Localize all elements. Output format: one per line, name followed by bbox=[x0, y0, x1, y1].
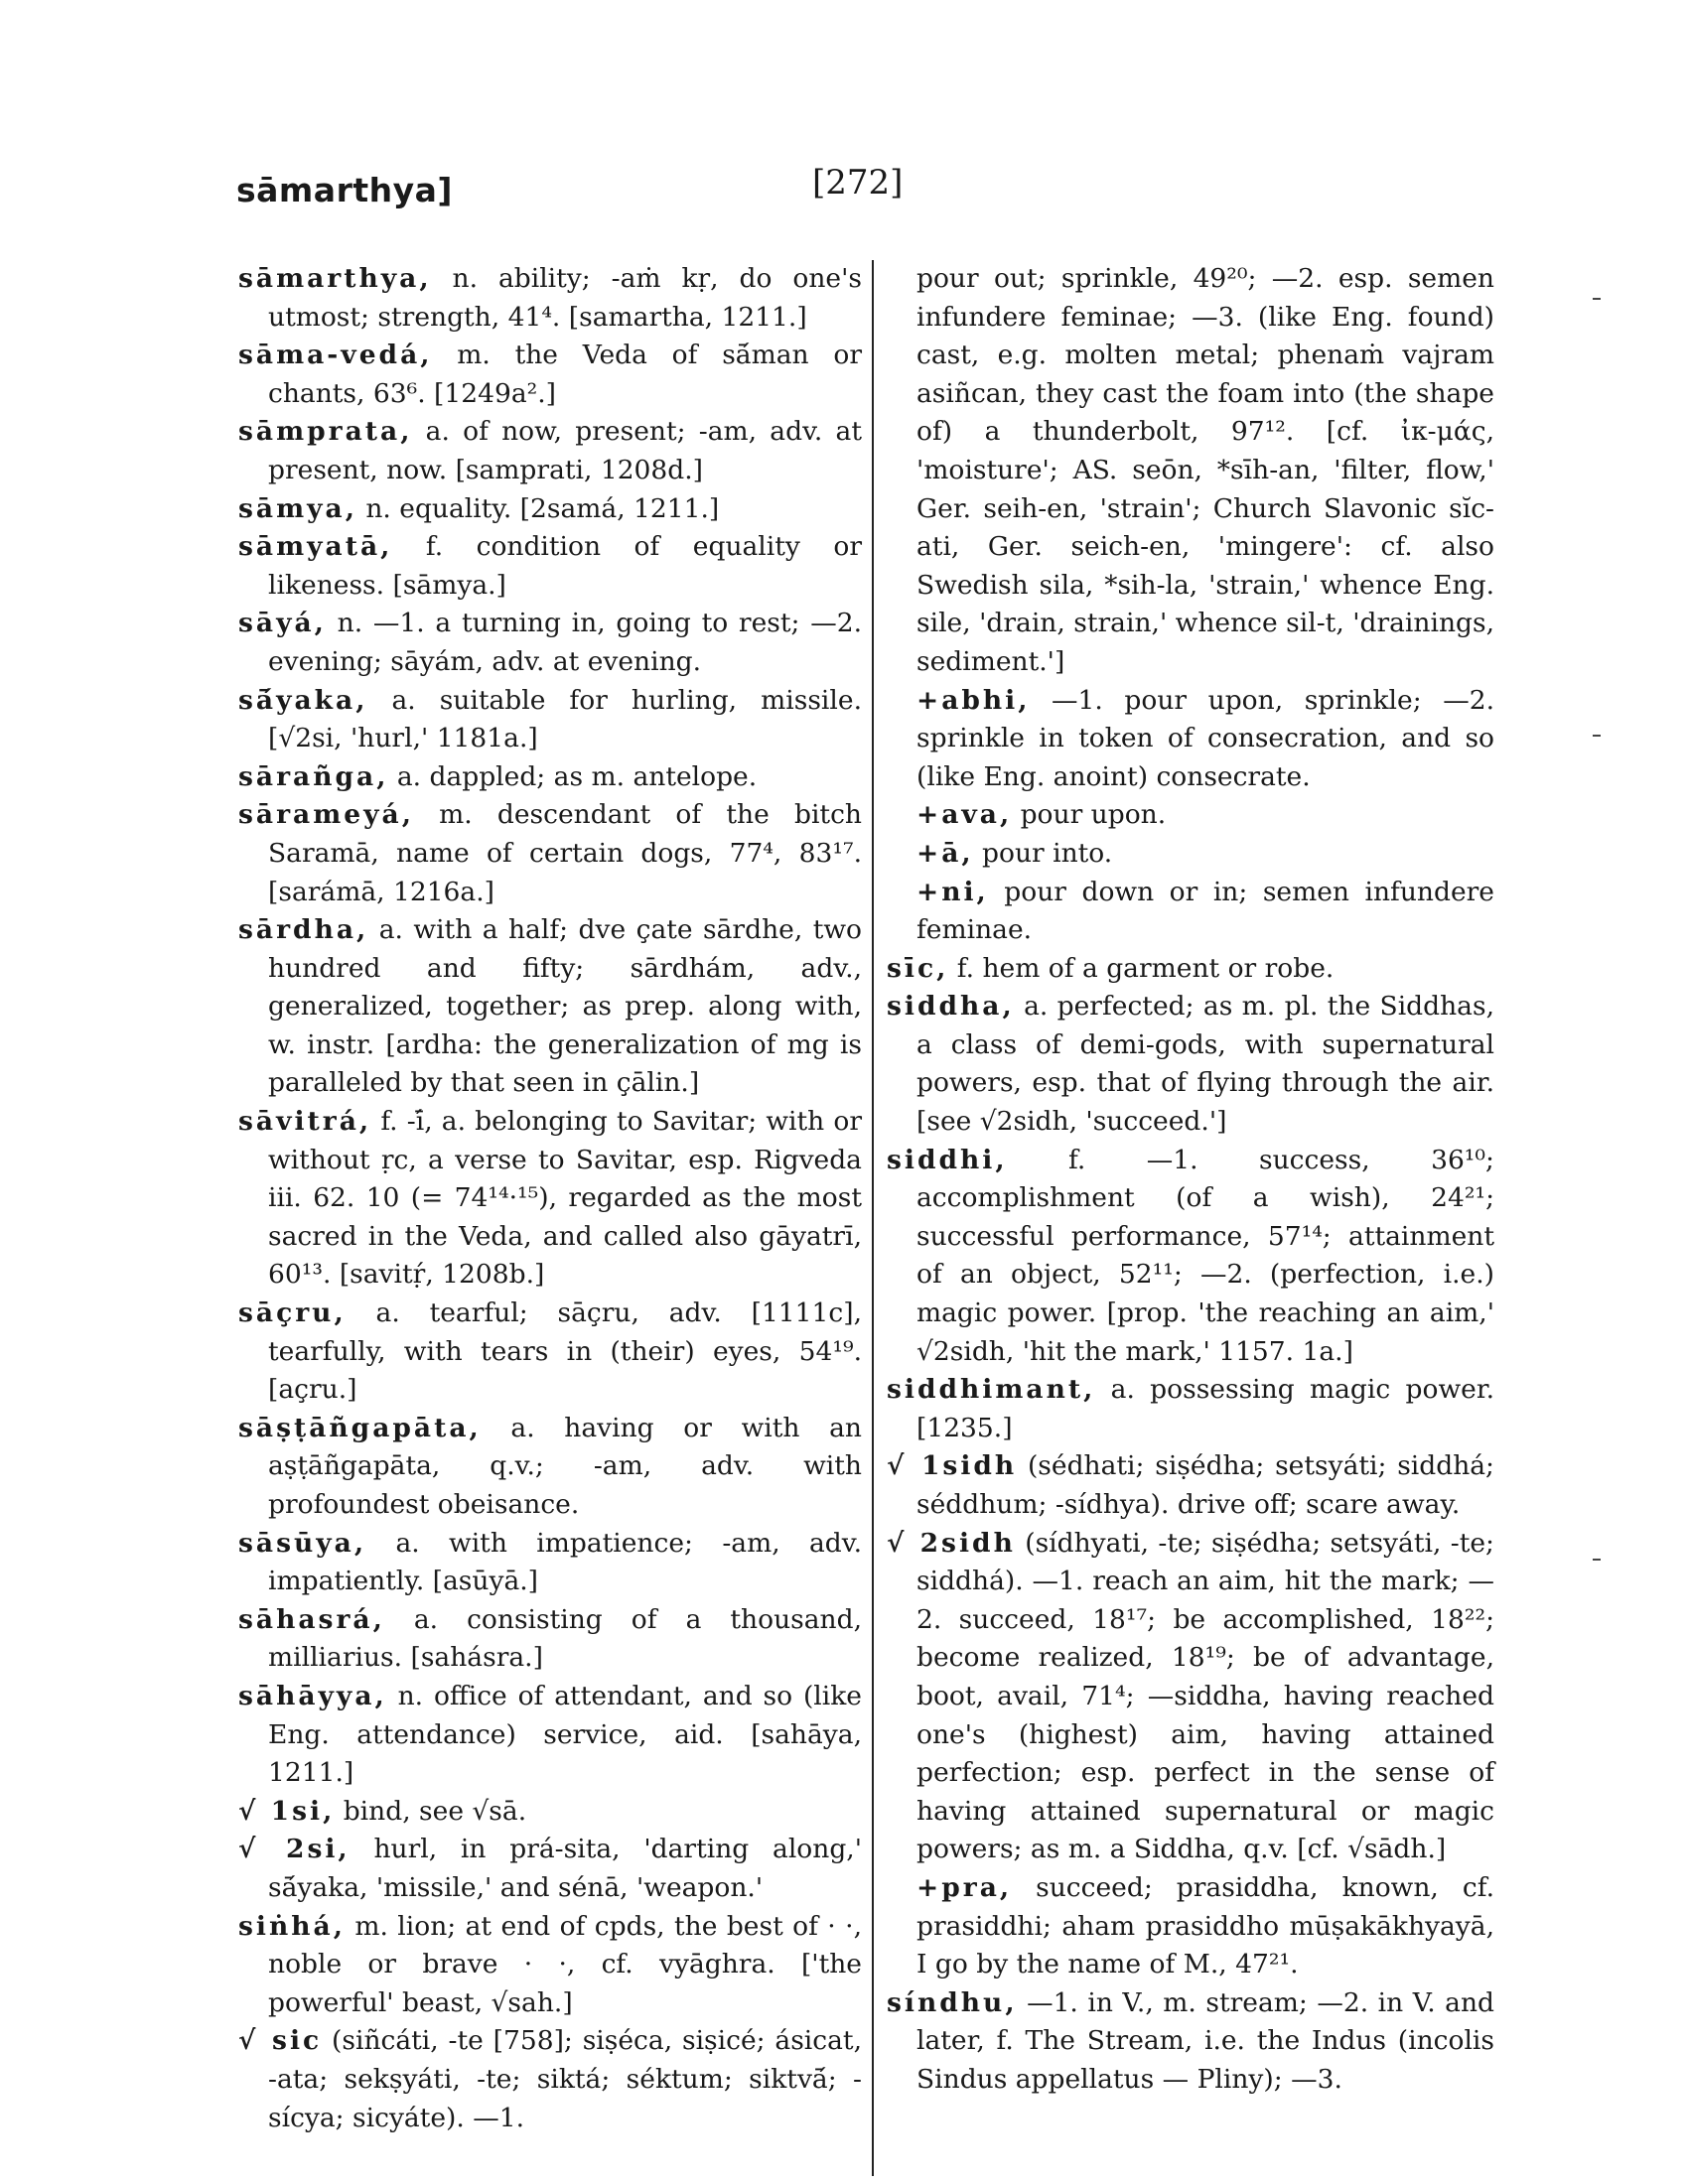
definition: a. possessing magic power. [1235.] bbox=[916, 1374, 1494, 1443]
margin-mark bbox=[1593, 1559, 1601, 1561]
definition: f. hem of a garment or robe. bbox=[948, 952, 1335, 984]
left-column bbox=[238, 260, 862, 2137]
column-divider bbox=[872, 260, 874, 2176]
definition: a. dappled; as m. antelope. bbox=[388, 760, 758, 792]
definition: f. condition of equality or likeness. [sāmya.] bbox=[268, 531, 862, 601]
definition: a. perfected; as m. pl. the Siddhas, a class of demi-gods, with supernatural powers, esp. that of flying through the air. [see √2sidh, 'succeed.'] bbox=[916, 991, 1494, 1138]
right-column bbox=[887, 260, 1494, 2100]
definition: a. with impatience; -am, adv. impatiently. [asūyā.] bbox=[268, 1527, 862, 1597]
definition: m. descendant of the bitch Saramā, name of certain dogs, 77⁴, 83¹⁷. [sarámā, 1216a.] bbox=[268, 799, 862, 907]
dictionary-entry-sidh2 bbox=[887, 1525, 1494, 1869]
headword: sāhāyya, bbox=[238, 1680, 387, 1711]
headword: sāmyatā, bbox=[238, 531, 393, 563]
headword: sāmya, bbox=[238, 492, 357, 524]
headword: +ni, bbox=[916, 876, 989, 907]
headword: √ 1sidh bbox=[887, 1450, 1018, 1482]
definition: (sédhati; siṣédha; setsyáti; siddhá; séddhum; -sídhya). drive off; scare away. bbox=[916, 1450, 1494, 1520]
definition: m. the Veda of sā́man or chants, 63⁶. [1249a².] bbox=[268, 340, 862, 409]
definition: f. -ī́, a. belonging to Savitar; with or without ṛc, a verse to Savitar, esp. Rigveda iii. 62. 10 (= 74¹⁴·¹⁵), regarded as the most sacred in the Veda, and called also gāyatrī, 60¹³. [savitṛ́, 1208b.] bbox=[268, 1106, 862, 1291]
dictionary-entry-pra bbox=[887, 1869, 1494, 1984]
headword: sāçru, bbox=[238, 1297, 347, 1329]
headword: √ 2sidh bbox=[887, 1527, 1016, 1559]
definition: (siñcáti, -te [758]; siṣéca, siṣicé; ásicat, -ata; sekṣyáti, -te; siktá; séktum; siktvā́; -sícya; sicyáte). —1. bbox=[268, 2025, 862, 2133]
definition: pour into. bbox=[973, 837, 1113, 869]
definition: —1. pour upon, sprinkle; —2. sprinkle in token of consecration, and so (like Eng. anoint) consecrate. bbox=[916, 684, 1494, 792]
dictionary-entry-savitra bbox=[238, 1103, 862, 1295]
definition: f. —1. success, 36¹⁰; accomplishment (of a wish), 24²¹; successful performance, 57¹⁴; attainment of an object, 52¹¹; —2. (perfection, i.e.) magic power. [prop. 'the reaching an aim,' √2sidh, 'hit the mark,' 1157. 1a.] bbox=[916, 1144, 1494, 1367]
dictionary-entry-ni bbox=[887, 874, 1494, 950]
definition: pour out; sprinkle, 49²⁰; —2. esp. semen infundere feminae; —3. (like Eng. found) cast, e.g. molten metal; phenaṁ vajram asiñcan, they cast the foam into (the shape of) a thunderbolt, 97¹². [cf. ἰκ-μάς, 'moisture'; AS. seōn, *sīh-an, 'filter, flow,' Ger. seih-en, 'strain'; Church Slavonic sĭc-ati, Ger. seich-en, 'mingere': cf. also Swedish sila, *sih-la, 'strain,' whence Eng. sile, 'drain, strain,' whence sil-t, 'drainings, sediment.'] bbox=[916, 263, 1494, 677]
dictionary-entry-siddha bbox=[887, 988, 1494, 1141]
margin-mark bbox=[1593, 298, 1601, 300]
headword: sāvitrá, bbox=[238, 1106, 372, 1138]
margin-mark bbox=[1593, 735, 1601, 737]
headword: +abhi, bbox=[916, 684, 1031, 716]
dictionary-entry-si2 bbox=[238, 1831, 862, 1907]
dictionary-entry-samaveda bbox=[238, 337, 862, 413]
dictionary-entry-si1 bbox=[238, 1793, 862, 1832]
dictionary-entry-samprata bbox=[238, 413, 862, 489]
definition: a. with a half; dve çate sārdhe, two hundred and fifty; sārdhám, adv., generalized, together; as prep. along with, w. instr. [ardha: the generalization of mg is paralleled by that seen in çālin.] bbox=[268, 914, 862, 1099]
headword: √ 2si, bbox=[238, 1834, 351, 1865]
dictionary-entry-sahayya bbox=[238, 1678, 862, 1793]
dictionary-entry-sinha bbox=[238, 1908, 862, 2023]
running-head: sāmarthya] bbox=[236, 171, 453, 209]
headword: siddhimant, bbox=[887, 1374, 1096, 1406]
dictionary-entry-sardha bbox=[238, 911, 862, 1103]
definition: n. office of attendant, and so (like Eng. attendance) service, aid. [sahāya, 1211.] bbox=[268, 1680, 862, 1789]
headword: √ 1si, bbox=[238, 1795, 336, 1827]
dictionary-entry-ava bbox=[887, 796, 1494, 835]
definition: (sídhyati, -te; siṣédha; setsyáti, -te; siddhá). —1. reach an aim, hit the mark; —2. succeed, 18¹⁷; be accomplished, 18²²; become realized, 18¹⁹; be of advantage, boot, avail, 71⁴; —siddha, having reached one's (highest) aim, having attained perfection; esp. perfect in the sense of having attained supernatural or magic powers; as m. a Siddha, q.v. [cf. √sādh.] bbox=[916, 1527, 1494, 1865]
definition: a. of now, present; -am, adv. at present, now. [samprati, 1208d.] bbox=[268, 416, 862, 485]
dictionary-entry-sic_cont bbox=[887, 260, 1494, 682]
definition: hurl, in prá-sita, 'darting along,' sā́yaka, 'missile,' and sénā, 'weapon.' bbox=[268, 1834, 862, 1903]
headword: sāsūya, bbox=[238, 1527, 367, 1559]
dictionary-entry-sic bbox=[238, 2022, 862, 2137]
headword: siddhi, bbox=[887, 1144, 1008, 1175]
definition: pour down or in; semen infundere feminae. bbox=[916, 876, 1494, 946]
definition: —1. in V., m. stream; —2. in V. and later, f. The Stream, i.e. the Indus (incolis Sindus appellatus — Pliny); —3. bbox=[916, 1986, 1494, 2095]
headword: sāmprata, bbox=[238, 416, 413, 448]
headword: sā́yaka, bbox=[238, 684, 368, 716]
dictionary-entry-samya bbox=[238, 490, 862, 529]
dictionary-entry-sasuya bbox=[238, 1525, 862, 1601]
definition: a. having or with an aṣṭāñgapāta, q.v.; -am, adv. with profoundest obeisance. bbox=[268, 1412, 862, 1520]
definition: succeed; prasiddha, known, cf. prasiddhi; aham prasiddho mūṣakākhyayā, I go by the name of M., 47²¹. bbox=[916, 1871, 1494, 1980]
dictionary-entry-siddhi bbox=[887, 1142, 1494, 1372]
dictionary-entry-siddhimant bbox=[887, 1371, 1494, 1447]
definition: n. ability; -aṁ kṛ, do one's utmost; strength, 41⁴. [samartha, 1211.] bbox=[268, 263, 862, 333]
definition: n. equality. [2samá, 1211.] bbox=[356, 492, 720, 524]
headword: sāyá, bbox=[238, 608, 327, 639]
dictionary-entry-sastangapata bbox=[238, 1410, 862, 1525]
headword: +ā, bbox=[916, 837, 974, 869]
definition: pour upon. bbox=[1012, 799, 1167, 831]
headword: +ava, bbox=[916, 799, 1013, 831]
headword: síndhu, bbox=[887, 1986, 1018, 2018]
dictionary-entry-sacru bbox=[238, 1295, 862, 1410]
headword: sāṣṭāñgapāta, bbox=[238, 1412, 482, 1443]
headword: sāhasrá, bbox=[238, 1603, 385, 1635]
dictionary-entry-samarthya bbox=[238, 260, 862, 337]
headword: √ sic bbox=[238, 2025, 323, 2057]
definition: m. lion; at end of cpds, the best of · ·, noble or brave · ·, cf. vyāghra. ['the powerful' beast, √sah.] bbox=[268, 1910, 862, 2018]
headword: siṅhá, bbox=[238, 1910, 346, 1942]
dictionary-entry-sarameya bbox=[238, 796, 862, 911]
headword: sārañga, bbox=[238, 760, 389, 792]
definition: n. —1. a turning in, going to rest; —2. evening; sāyám, adv. at evening. bbox=[268, 608, 862, 677]
headword: sāma-vedá, bbox=[238, 340, 433, 371]
dictionary-entry-samyata bbox=[238, 528, 862, 605]
dictionary-entry-saranga bbox=[238, 758, 862, 797]
dictionary-entry-sayaka bbox=[238, 682, 862, 758]
definition: bind, see √sā. bbox=[335, 1795, 527, 1827]
dictionary-entry-sidh1 bbox=[887, 1447, 1494, 1524]
headword: sārameyá, bbox=[238, 799, 414, 831]
headword: +pra, bbox=[916, 1871, 1013, 1903]
dictionary-entry-a bbox=[887, 835, 1494, 874]
page-number: [272] bbox=[812, 163, 904, 203]
headword: sārdha, bbox=[238, 914, 369, 946]
dictionary-entry-sahasra bbox=[238, 1601, 862, 1678]
definition: a. suitable for hurling, missile. [√2si, 'hurl,' 1181a.] bbox=[268, 684, 862, 754]
headword: siddha, bbox=[887, 991, 1015, 1023]
dictionary-entry-abhi bbox=[887, 682, 1494, 797]
headword: sāmarthya, bbox=[238, 263, 432, 294]
headword: sīc, bbox=[887, 952, 949, 984]
dictionary-entry-sindhu bbox=[887, 1984, 1494, 2100]
page-header bbox=[236, 163, 1487, 230]
definition: a. consisting of a thousand, milliarius. [sahásra.] bbox=[268, 1603, 862, 1674]
definition: a. tearful; sāçru, adv. [1111c], tearfully, with tears in (their) eyes, 54¹⁹. [açru.] bbox=[268, 1297, 862, 1406]
dictionary-entry-saya bbox=[238, 605, 862, 681]
dictionary-entry-sic2 bbox=[887, 950, 1494, 989]
